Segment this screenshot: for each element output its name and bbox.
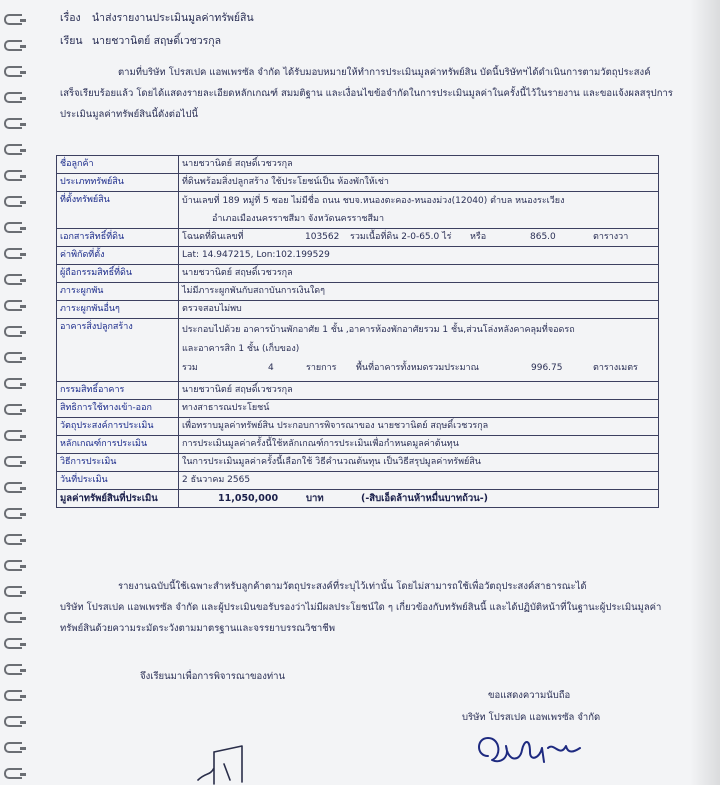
coord-value: Lat: 14.947215, Lon:102.199529 [179,247,659,265]
deed-or: หรือ [470,232,487,242]
location-line: บ้านเลขที่ 189 หมู่ที่ 5 ซอย ไม่มีชื่อ ถนน ชบจ.หนองตะคอง-หนองม่วง(12040) ตำบล หนองระเวียง [182,196,565,206]
page-shadow [690,0,720,785]
deed-number: 103562 [305,232,340,242]
method-value: ในการประเมินมูลค่าครั้งนี้เลือกใช้ วิธีคำนวณต้นทุน เป็นวิธีสรุปมูลค่าทรัพย์สิน [179,454,659,472]
value-cell [179,490,659,508]
deed-value: โฉนดที่ดินเลขที่ [182,232,244,242]
other-enc-label: ภาระผูกพันอื่นๆ [57,301,179,319]
method-label: วิธีการประเมิน [57,454,179,472]
table-row [57,247,659,265]
table-row [57,472,659,490]
company-line: บริษัท โปรสเปค แอพเพรซัล จำกัด [462,712,601,723]
intro-line: ตามที่บริษัท โปรสเปค แอพเพรซัล จำกัด ได้รับมอบหมายให้ทำการประเมินมูลค่าทรัพย์สิน บัดนี้บริษัทฯได้ดำเนินการตามวัตถุประสงค์ [118,67,651,78]
table-row [57,319,659,382]
value-currency: บาท [306,493,324,504]
buildings-cell [179,319,659,382]
table-row [57,301,659,319]
table-row [57,283,659,301]
intro-line: เสร็จเรียบร้อยแล้ว โดยได้แสดงรายละเอียดหลักเกณฑ์ สมมติฐาน และเงื่อนไขข้อจำกัดในการประเมินมูลค่าในครั้งนี้ไว้ในรายงาน และขอแจ้งผลสรุปการ [60,88,673,99]
deed-unit: ตารางวา [593,232,629,242]
intro-line: ประเมินมูลค่าทรัพย์สินนี้ดังต่อไปนี้ [60,109,198,120]
owner-value: นายชวานิตย์ สฤษดิ์เวชวรกุล [179,265,659,283]
deed-area: รวมเนื้อที่ดิน 2-0-65.0 ไร่ [350,232,452,242]
appraisal-summary-table [56,155,659,508]
purpose-label: วัตถุประสงค์การประเมิน [57,418,179,436]
signature-image [470,728,590,774]
encumbrance-value: ไม่มีภาระผูกพันกับสถาบันการเงินใดๆ [179,283,659,301]
table-row [57,192,659,229]
table-row [57,436,659,454]
table-row [57,400,659,418]
client-value: นายชวานิตย์ สฤษดิ์เวชวรกุล [179,156,659,174]
closing-line: บริษัท โปรสเปค แอพเพรซัล จำกัด และผู้ประเมินขอรับรองว่าไม่มีผลประโยชน์ใด ๆ เกี่ยวข้องกับทรัพย์สินนี้ และได้ปฏิบัติหน้าที่ในฐานะผู้ประเมินมูลค่า [60,602,662,613]
buildings-total-line [182,359,655,378]
buildings-area: 996.75 [531,363,563,373]
purpose-value: เพื่อทราบมูลค่าทรัพย์สิน ประกอบการพิจารณาของ นายชวานิตย์ สฤษดิ์เวชวรกุล [179,418,659,436]
buildings-label: อาคารสิ่งปลูกสร้าง [57,319,179,382]
to-value: นายชวานิตย์ สฤษดิ์เวชวรกุล [92,35,222,47]
buildings-total: รวม [182,363,198,373]
buildings-line: และอาคารสิก 1 ชั้น (เก็บของ) [182,344,300,354]
table-row [57,156,659,174]
deed-cell [179,229,659,247]
location-cell [179,192,659,229]
asset-type-value: ที่ดินพร้อมสิ่งปลูกสร้าง ใช้ประโยชน์เป็น ห้องพักให้เช่า [179,174,659,192]
table-row [57,418,659,436]
table-row [57,265,659,283]
buildings-line: ประกอบไปด้วย อาคารบ้านพักอาศัย 1 ชั้น ,อาคารห้องพักอาศัยรวม 1 ชั้น,ส่วนโล่งหลังคาคลุมที่จอดรถ [182,325,575,335]
buildings-items: รายการ [306,363,337,373]
client-label: ชื่อลูกค้า [57,156,179,174]
stamp-mark-image [194,742,264,785]
value-words: (-สิบเอ็ดล้านห้าหมื่นบาทถ้วน-) [361,493,488,504]
date-value: 2 ธันวาคม 2565 [179,472,659,490]
asset-type-label: ประเภททรัพย์สิน [57,174,179,192]
other-enc-value: ตรวจสอบไม่พบ [179,301,659,319]
table-row [57,382,659,400]
table-row [57,454,659,472]
criteria-label: หลักเกณฑ์การประเมิน [57,436,179,454]
coord-label: ค่าพิกัดที่ตั้ง [57,247,179,265]
to-label: เรียน [60,35,83,47]
value-amount: 11,050,000 [218,493,279,504]
deed-sqw: 865.0 [530,232,556,242]
deed-label: เอกสารสิทธิ์ที่ดิน [57,229,179,247]
subject-label: เรื่อง [60,12,81,24]
date-label: วันที่ประเมิน [57,472,179,490]
location-line: อำเภอเมืองนครราชสีมา จังหวัดนครราชสีมา [212,214,385,224]
table-row [57,174,659,192]
encumbrance-label: ภาระผูกพัน [57,283,179,301]
location-label: ที่ตั้งทรัพย์สิน [57,192,179,229]
regards-line: ขอแสดงความนับถือ [488,690,571,701]
bldg-owner-label: กรรมสิทธิ์อาคาร [57,382,179,400]
closing-line: รายงานฉบับนี้ใช้เฉพาะสำหรับลูกค้าตามวัตถุประสงค์ที่ระบุไว้เท่านั้น โดยไม่สามารถใช้เพื่อวัตถุประสงค์สาธารณะได้ [118,581,587,592]
buildings-count: 4 [268,363,274,373]
spiral-binding [0,0,26,785]
value-label: มูลค่าทรัพย์สินที่ประเมิน [57,490,179,508]
owner-label: ผู้ถือกรรมสิทธิ์ที่ดิน [57,265,179,283]
criteria-value: การประเมินมูลค่าครั้งนี้ใช้หลักเกณฑ์การประเมินเพื่อกำหนดมูลค่าต้นทุน [179,436,659,454]
bldg-owner-value: นายชวานิตย์ สฤษดิ์เวชวรกุล [179,382,659,400]
access-label: สิทธิการใช้ทางเข้า-ออก [57,400,179,418]
table-row [57,229,659,247]
access-value: ทางสาธารณประโยชน์ [179,400,659,418]
subject-value: นำส่งรายงานประเมินมูลค่าทรัพย์สิน [92,12,254,24]
buildings-area-label: พื้นที่อาคารทั้งหมดรวมประมาณ [356,363,479,373]
closing-line: ทรัพย์สินด้วยความระมัดระวังตามมาตรฐานและจรรยาบรรณวิชาชีพ [60,623,335,634]
table-row-total [57,490,659,508]
buildings-unit: ตารางเมตร [593,363,638,373]
request-line: จึงเรียนมาเพื่อการพิจารณาของท่าน [140,671,285,682]
